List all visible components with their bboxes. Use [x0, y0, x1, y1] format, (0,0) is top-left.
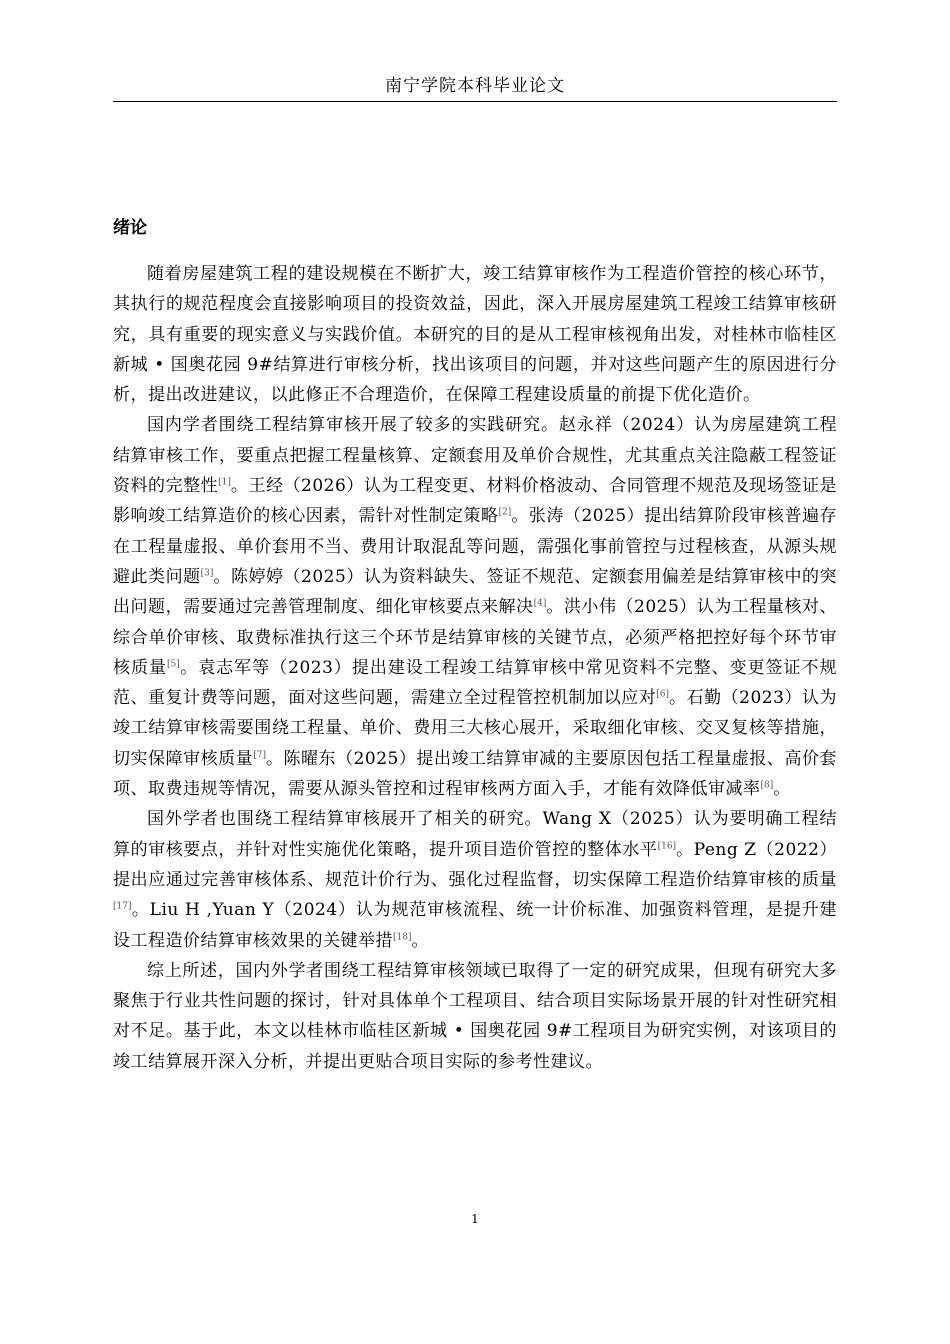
citation-ref: [17]: [113, 901, 132, 912]
text-run: 。陈曜东（2025）提出竣工结算审减的主要原因包括工程量虚报、高价套项、取费违规等情况，需要从源头管控和过程审核两方面入手，才能有效降低审减率: [113, 748, 837, 800]
body-text: [113, 259, 837, 1077]
text-run: 。Peng Z（2022）提出应通过完善审核体系、规范计价行为、强化过程监督，切实保障工程造价结算审核的质量: [113, 839, 838, 890]
header-rule: [113, 101, 837, 102]
citation-ref: [4]: [533, 598, 547, 609]
text-run: 。张涛（2025）提出结算阶段审核普遍存在工程量虚报、单价套用不当、费用计取混乱等问题，需强化事前管控与过程核查，从源头规避此类问题: [113, 506, 838, 587]
text-run: 。: [411, 930, 429, 951]
citation-ref: [3]: [200, 568, 214, 579]
citation-ref: [2]: [498, 507, 512, 518]
citation-ref: [16]: [657, 840, 677, 851]
page-number: 1: [471, 1212, 479, 1226]
paragraph: [113, 410, 837, 804]
paragraph: [113, 259, 837, 410]
text-run: 。王经（2026）认为工程变更、材料价格波动、合同管理不规范及现场签证是影响竣工结算造价的核心因素，需针对性制定策略: [113, 476, 838, 527]
running-header: 南宁学院本科毕业论文: [385, 76, 565, 96]
paragraph: [113, 804, 837, 955]
text-run: 。Liu H ,Yuan Y（2024）认为规范审核流程、统一计价标准、加强资料管理，是提升建设工程造价结算审核效果的关键举措: [113, 900, 837, 951]
text-run: 。: [773, 779, 791, 800]
text-run: 。袁志军等（2023）提出建设工程竣工结算审核中常见资料不完整、变更签证不规范、重复计费等问题，面对这些问题，需建立全过程管控机制加以应对: [113, 657, 838, 709]
citation-ref: [18]: [393, 931, 412, 942]
text-run: 国外学者也围绕工程结算审核展开了相关的研究。Wang X（2025）认为要明确工程结算的审核要点，并针对性实施优化策略，提升项目造价管控的整体水平: [113, 809, 837, 860]
text-run: 。洪小伟（2025）认为工程量核对、综合单价审核、取费标准执行这三个环节是结算审核的关键节点，必须严格把控好每个环节审核质量: [113, 597, 838, 678]
citation-ref: [7]: [253, 750, 266, 761]
paragraph: [113, 956, 837, 1077]
citation-ref: [8]: [760, 780, 774, 791]
citation-ref: [1]: [218, 477, 231, 488]
text-run: 。石勤（2023）认为竣工结算审核需要围绕工程量、单价、费用三大核心展开，采取细化审核、交叉复核等措施，切实保障审核质量: [113, 688, 837, 769]
citation-ref: [5]: [166, 659, 180, 670]
text-run: 随着房屋建筑工程的建设规模在不断扩大，竣工结算审核作为工程造价管控的核心环节，其执行的规范程度会直接影响项目的投资效益，因此，深入开展房屋建筑工程竣工结算审核研究，具有重要的现实意义与实践价值。本研究的目的是从工程审核视角出发，对桂林市临桂区新城 • 国奥花园 9#结算进行审核分析，找出该项目的问题，并对这些问题产生的原因进行分析，提出改进建议，以此修正不合理造价，在保障工程建设质量的前提下优化造价。: [113, 264, 837, 406]
section-title: 绪论: [113, 218, 147, 238]
text-run: 国内学者围绕工程结算审核开展了较多的实践研究。赵永祥（2024）认为房屋建筑工程结算审核工作，要重点把握工程量核算、定额套用及单价合规性，尤其重点关注隐蔽工程签证资料的完整性: [113, 415, 837, 497]
text-run: 综上所述，国内外学者围绕工程结算审核领域已取得了一定的研究成果，但现有研究大多聚焦于行业共性问题的探讨，针对具体单个工程项目、结合项目实际场景开展的针对性研究相对不足。基于此，本文以桂林市临桂区新城 • 国奥花园 9#工程项目为研究实例，对该项目的竣工结算展开深入分析，并提出更贴合项目实际的参考性建议。: [113, 960, 837, 1072]
text-run: 。陈婷婷（2025）认为资料缺失、签证不规范、定额套用偏差是结算审核中的突出问题，需要通过完善管理制度、细化审核要点来解决: [113, 566, 838, 618]
citation-ref: [6]: [656, 689, 670, 700]
